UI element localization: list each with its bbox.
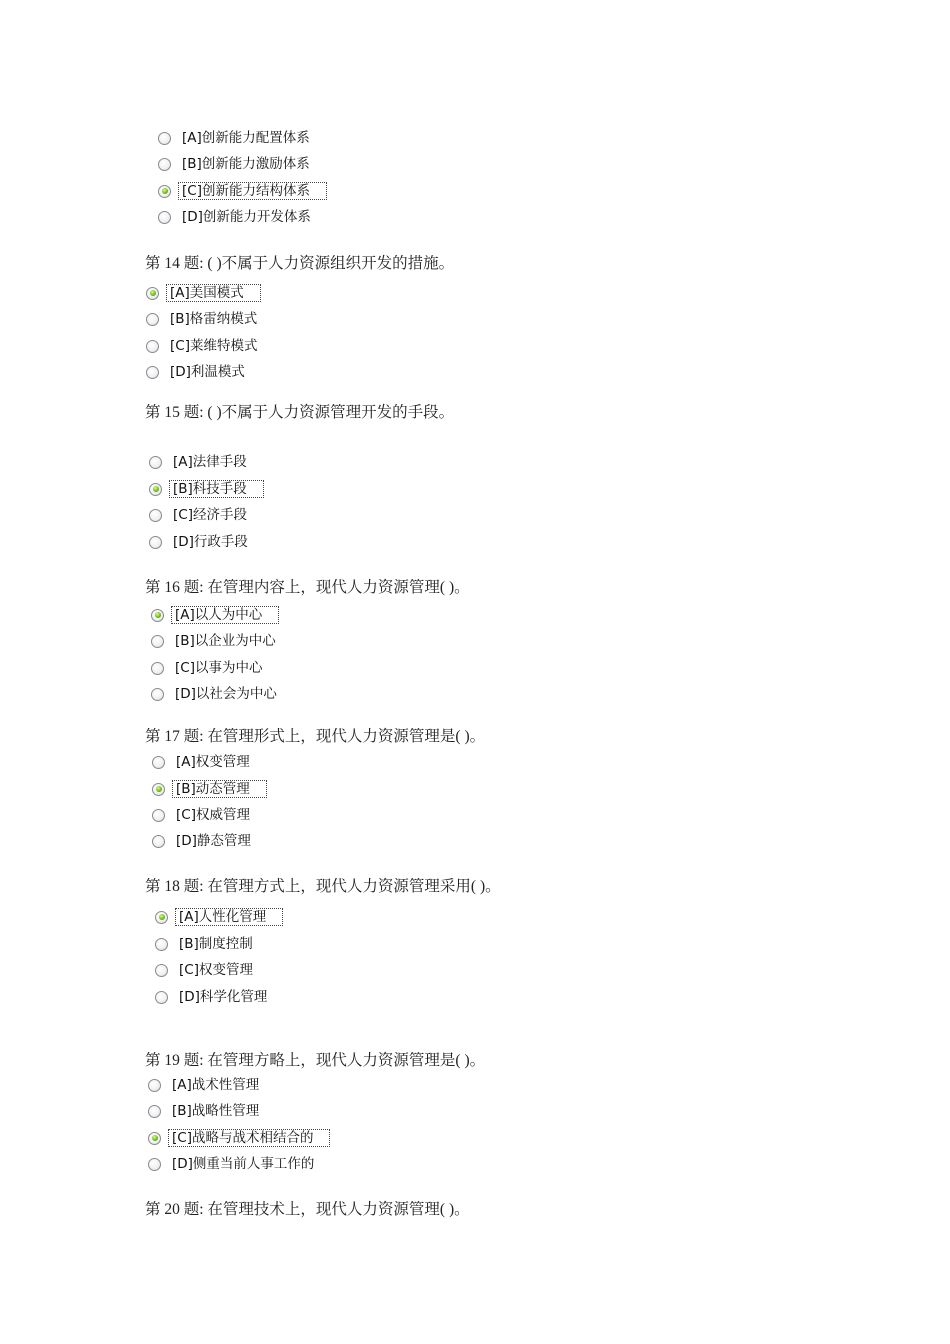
option-label: [C]莱维特模式 — [170, 338, 258, 354]
q13-option-a[interactable] — [158, 129, 313, 147]
q13-option-d[interactable] — [158, 208, 314, 226]
option-label: [A]法律手段 — [173, 454, 247, 470]
q15-title: 第 15 题: ( )不属于人力资源管理开发的手段。 — [145, 404, 455, 421]
radio-button[interactable] — [146, 313, 159, 326]
q16-title: 第 16 题: 在管理内容上，现代人力资源管理( )。 — [145, 579, 470, 596]
option-label: [D]静态管理 — [176, 833, 251, 849]
option-label: [D]行政手段 — [173, 534, 248, 550]
q15-option-b[interactable] — [149, 480, 263, 498]
radio-button[interactable] — [158, 211, 171, 224]
option-label: [A]美国模式 — [167, 285, 260, 301]
radio-button-selected[interactable] — [148, 1132, 161, 1145]
q14-option-b[interactable] — [146, 310, 260, 328]
radio-button[interactable] — [149, 509, 162, 522]
option-label: [A]权变管理 — [176, 754, 250, 770]
q14-title: 第 14 题: ( )不属于人力资源组织开发的措施。 — [145, 255, 455, 272]
q19-option-b[interactable] — [148, 1102, 262, 1120]
radio-button[interactable] — [151, 662, 164, 675]
option-label: [B]以企业为中心 — [175, 633, 276, 649]
radio-button[interactable] — [148, 1158, 161, 1171]
radio-button-selected[interactable] — [155, 911, 168, 924]
radio-button-selected[interactable] — [158, 185, 171, 198]
q15-option-a[interactable] — [149, 453, 250, 471]
q16-option-c[interactable] — [151, 659, 265, 677]
q18-option-b[interactable] — [155, 935, 256, 953]
radio-button[interactable] — [155, 938, 168, 951]
q19-option-c[interactable] — [148, 1129, 329, 1147]
q15-option-c[interactable] — [149, 506, 250, 524]
option-label: [C]经济手段 — [173, 507, 247, 523]
q14-option-d[interactable] — [146, 363, 248, 381]
q16-option-b[interactable] — [151, 632, 279, 650]
q15-option-d[interactable] — [149, 533, 251, 551]
q18-option-d[interactable] — [155, 988, 270, 1006]
radio-button[interactable] — [151, 688, 164, 701]
option-label: [D]创新能力开发体系 — [182, 209, 311, 225]
radio-button[interactable] — [152, 809, 165, 822]
option-label: [D]科学化管理 — [179, 989, 268, 1005]
radio-button[interactable] — [152, 756, 165, 769]
q16-option-d[interactable] — [151, 685, 280, 703]
radio-button[interactable] — [148, 1105, 161, 1118]
q17-option-b[interactable] — [152, 780, 266, 798]
q18-title: 第 18 题: 在管理方式上，现代人力资源管理采用( )。 — [145, 878, 501, 895]
q18-option-a[interactable] — [155, 908, 282, 926]
radio-button[interactable] — [152, 835, 165, 848]
option-label: [A]创新能力配置体系 — [182, 130, 310, 146]
option-label: [B]战略性管理 — [172, 1103, 260, 1119]
option-label: [D]侧重当前人事工作的 — [172, 1156, 315, 1172]
option-label: [B]创新能力激励体系 — [182, 156, 310, 172]
option-label: [B]科技手段 — [170, 481, 263, 497]
radio-button[interactable] — [155, 991, 168, 1004]
option-label: [A]人性化管理 — [176, 909, 282, 925]
q13-option-c[interactable] — [158, 182, 326, 200]
option-label: [C]以事为中心 — [175, 660, 263, 676]
q20-title: 第 20 题: 在管理技术上，现代人力资源管理( )。 — [145, 1201, 470, 1218]
option-label: [C]创新能力结构体系 — [179, 183, 326, 199]
option-label: [B]格雷纳模式 — [170, 311, 258, 327]
q19-title: 第 19 题: 在管理方略上，现代人力资源管理是( )。 — [145, 1052, 486, 1069]
q14-option-a[interactable] — [146, 284, 260, 302]
option-label: [C]权威管理 — [176, 807, 250, 823]
radio-button[interactable] — [148, 1079, 161, 1092]
radio-button-selected[interactable] — [146, 287, 159, 300]
q17-option-a[interactable] — [152, 753, 253, 771]
radio-button[interactable] — [151, 635, 164, 648]
q17-option-c[interactable] — [152, 806, 253, 824]
option-label: [B]制度控制 — [179, 936, 253, 952]
option-label: [C]战略与战术相结合的 — [169, 1130, 329, 1146]
q19-option-a[interactable] — [148, 1076, 262, 1094]
option-label: [B]动态管理 — [173, 781, 266, 797]
radio-button-selected[interactable] — [152, 783, 165, 796]
radio-button[interactable] — [155, 964, 168, 977]
q17-option-d[interactable] — [152, 832, 254, 850]
radio-button[interactable] — [146, 340, 159, 353]
q19-option-d[interactable] — [148, 1155, 317, 1173]
radio-button[interactable] — [149, 536, 162, 549]
radio-button[interactable] — [149, 456, 162, 469]
option-label: [A]战术性管理 — [172, 1077, 260, 1093]
q18-option-c[interactable] — [155, 961, 256, 979]
radio-button[interactable] — [158, 158, 171, 171]
radio-button-selected[interactable] — [149, 483, 162, 496]
radio-button[interactable] — [158, 132, 171, 145]
q14-option-c[interactable] — [146, 337, 260, 355]
option-label: [D]利温模式 — [170, 364, 245, 380]
radio-button-selected[interactable] — [151, 609, 164, 622]
q13-option-b[interactable] — [158, 155, 313, 173]
q17-title: 第 17 题: 在管理形式上，现代人力资源管理是( )。 — [145, 728, 486, 745]
option-label: [A]以人为中心 — [172, 607, 278, 623]
q16-option-a[interactable] — [151, 606, 278, 624]
radio-button[interactable] — [146, 366, 159, 379]
option-label: [D]以社会为中心 — [175, 686, 277, 702]
option-label: [C]权变管理 — [179, 962, 253, 978]
